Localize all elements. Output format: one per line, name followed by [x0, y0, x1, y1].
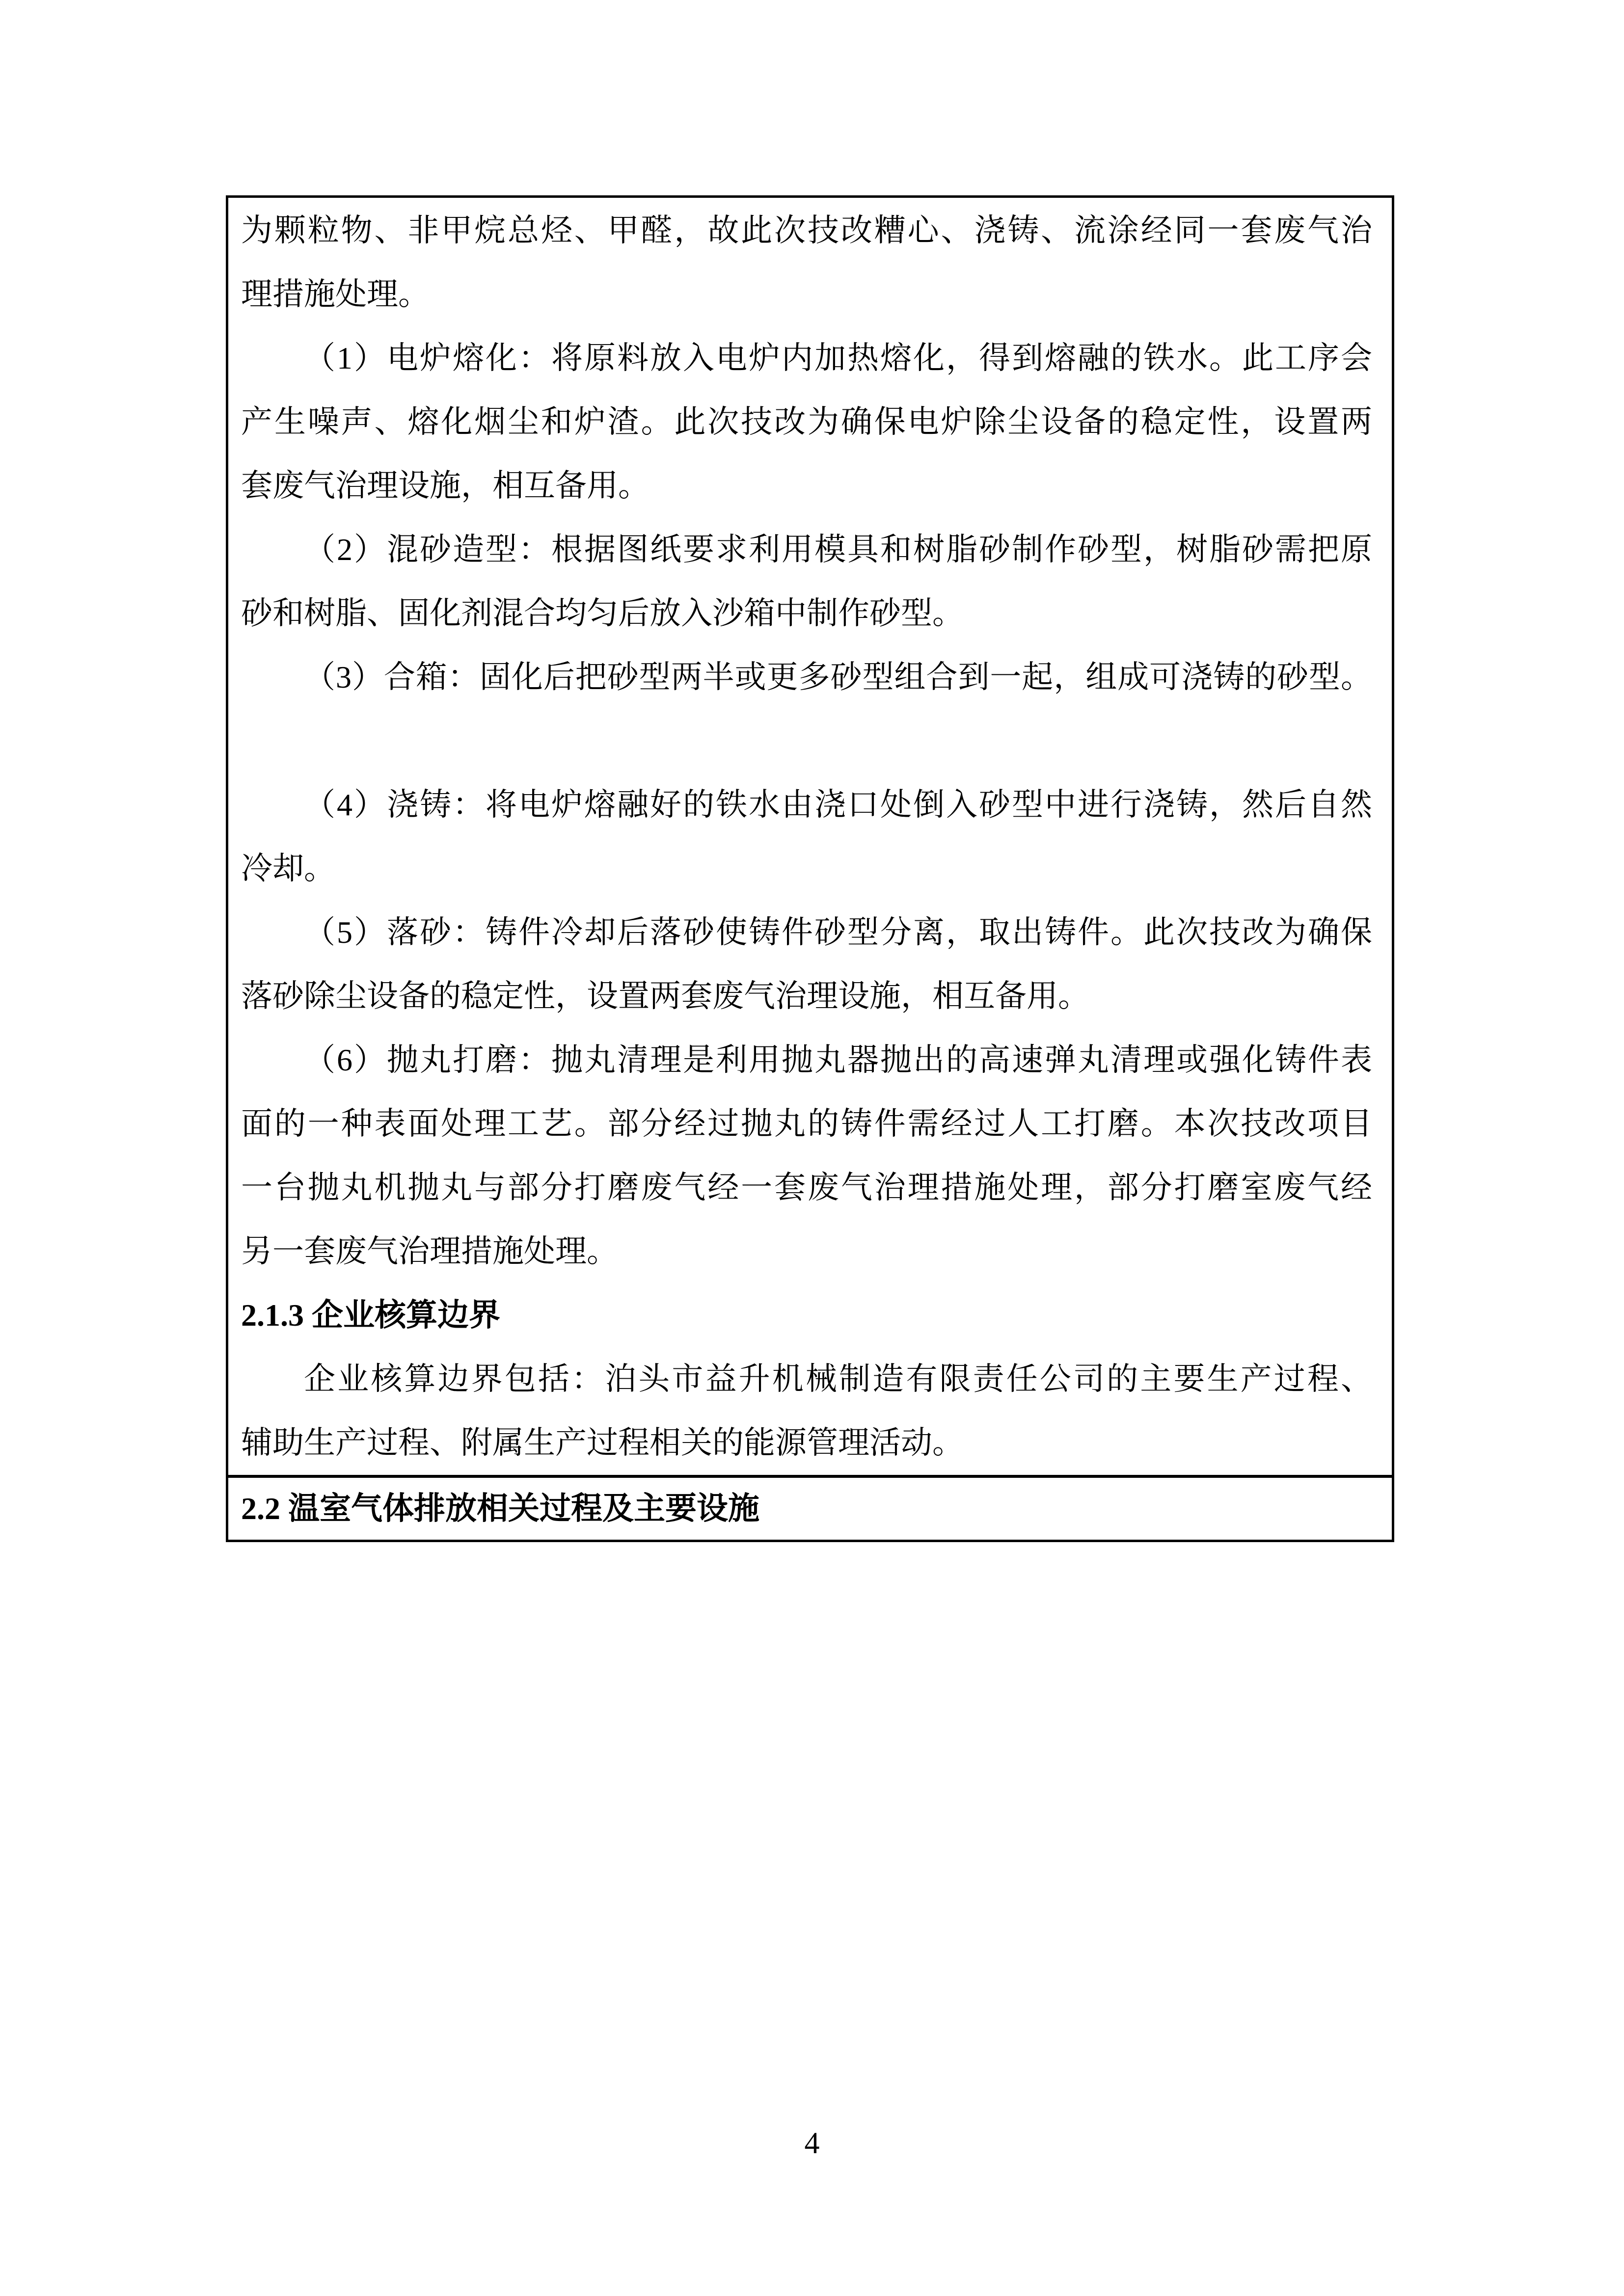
text-line: 砂和树脂、固化剂混合均匀后放入沙箱中制作砂型。 [241, 596, 964, 631]
section-2-2-heading: 2.2 温室气体排放相关过程及主要设施 [241, 1491, 759, 1526]
text-line: 企业核算边界包括：泊头市益升机械制造有限责任公司的主要生产过程、 [304, 1362, 1372, 1396]
text-line: （3）合箱：固化后把砂型两半或更多砂型组合到一起，组成可浇铸的砂型。 [304, 660, 1372, 694]
text-line: 产生噪声、熔化烟尘和炉渣。此次技改为确保电炉除尘设备的稳定性，设置两 [241, 404, 1372, 439]
text-line: （2）混砂造型：根据图纸要求利用模具和树脂砂制作砂型，树脂砂需把原 [304, 532, 1372, 567]
page-number: 4 [804, 2127, 820, 2160]
text-line: 一台抛丸机抛丸与部分打磨废气经一套废气治理措施处理，部分打磨室废气经 [241, 1170, 1372, 1205]
text-line: 套废气治理设施，相互备用。 [241, 468, 650, 503]
text-line: （4）浇铸：将电炉熔融好的铁水由浇口处倒入砂型中进行浇铸，然后自然 [304, 787, 1372, 822]
text-line: 冷却。 [241, 851, 335, 886]
text-line: 面的一种表面处理工艺。部分经过抛丸的铸件需经过人工打磨。本次技改项目 [241, 1106, 1372, 1141]
blank-line [241, 709, 1372, 773]
text-line: （6）抛丸打磨：抛丸清理是利用抛丸器抛出的高速弹丸清理或强化铸件表 [304, 1042, 1372, 1077]
section-2-2-row [228, 1478, 1392, 1540]
text-line: （1）电炉熔化：将原料放入电炉内加热熔化，得到熔融的铁水。此工序会 [304, 341, 1372, 375]
content-table [226, 195, 1394, 1542]
text-line: 落砂除尘设备的稳定性，设置两套废气治理设施，相互备用。 [241, 979, 1089, 1014]
text-line: （5）落砂：铸件冷却后落砂使铸件砂型分离，取出铸件。此次技改为确保 [304, 915, 1372, 950]
text-line: 为颗粒物、非甲烷总烃、甲醛，故此次技改糟心、浇铸、流涂经同一套废气治 [241, 213, 1372, 248]
section-2-1-3-heading: 2.1.3 企业核算边界 [241, 1298, 500, 1333]
text-line: 理措施处理。 [241, 277, 430, 312]
main-cell [228, 198, 1392, 1478]
text-line: 另一套废气治理措施处理。 [241, 1234, 618, 1269]
text-line: 辅助生产过程、附属生产过程相关的能源管理活动。 [241, 1425, 964, 1460]
